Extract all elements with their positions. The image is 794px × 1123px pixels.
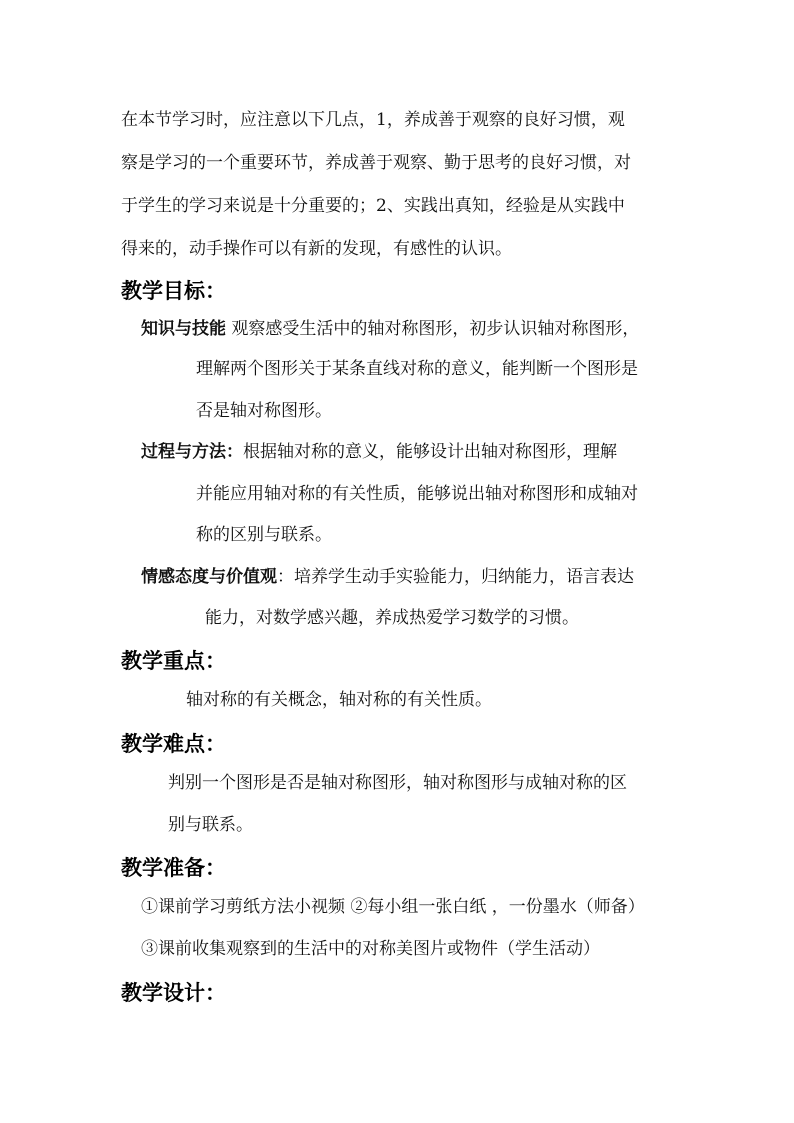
intro-line-1: 在本节学习时，应注意以下几点，1，养成善于观察的良好习惯，观 xyxy=(121,110,625,130)
difficulties-heading: 教学难点： xyxy=(121,731,226,756)
knowledge-skills-line-1 xyxy=(141,319,639,339)
preparation-heading: 教学准备： xyxy=(121,855,226,880)
knowledge-skills-text: 观察感受生活中的轴对称图形，初步认识轴对称图形， xyxy=(226,319,640,339)
difficulties-line-1: 判别一个图形是否是轴对称图形，轴对称图形与成轴对称的区 xyxy=(168,773,627,793)
intro-line-3: 于学生的学习来说是十分重要的；2、实践出真知，经验是从实践中 xyxy=(121,196,625,216)
key-points-line-1: 轴对称的有关概念，轴对称的有关性质。 xyxy=(186,690,492,710)
emotion-values-line-1 xyxy=(141,567,634,587)
key-points-heading: 教学重点： xyxy=(121,648,226,673)
knowledge-skills-line-2: 理解两个图形关于某条直线对称的意义，能判断一个图形是 xyxy=(196,359,638,379)
process-methods-label: 过程与方法： xyxy=(141,442,243,462)
process-methods-line-2: 并能应用轴对称的有关性质，能够说出轴对称图形和成轴对 xyxy=(196,484,638,504)
process-methods-text: 根据轴对称的意义，能够设计出轴对称图形，理解 xyxy=(243,442,617,462)
design-heading: 教学设计： xyxy=(121,980,226,1005)
process-methods-line-1 xyxy=(141,442,617,462)
process-methods-line-3: 称的区别与联系。 xyxy=(196,525,332,545)
intro-line-4: 得来的，动手操作可以有新的发现，有感性的认识。 xyxy=(121,239,512,259)
difficulties-line-2: 别与联系。 xyxy=(168,815,253,835)
knowledge-skills-line-3: 否是轴对称图形。 xyxy=(196,401,332,421)
preparation-line-1: ①课前学习剪纸方法小视频 ②每小组一张白纸 ，一份墨水（师备） xyxy=(141,897,645,917)
emotion-values-line-2: 能力，对数学感兴趣，养成热爱学习数学的习惯。 xyxy=(205,608,579,628)
preparation-line-2: ③课前收集观察到的生活中的对称美图片或物件（学生活动） xyxy=(141,939,600,959)
emotion-values-label: 情感态度与价值观 xyxy=(141,567,277,587)
intro-line-2: 察是学习的一个重要环节，养成善于观察、勤于思考的良好习惯，对 xyxy=(121,153,631,173)
objectives-heading: 教学目标： xyxy=(121,278,226,303)
knowledge-skills-label: 知识与技能 xyxy=(141,319,226,339)
emotion-values-text: ：培养学生动手实验能力，归纳能力，语言表达 xyxy=(277,567,634,587)
